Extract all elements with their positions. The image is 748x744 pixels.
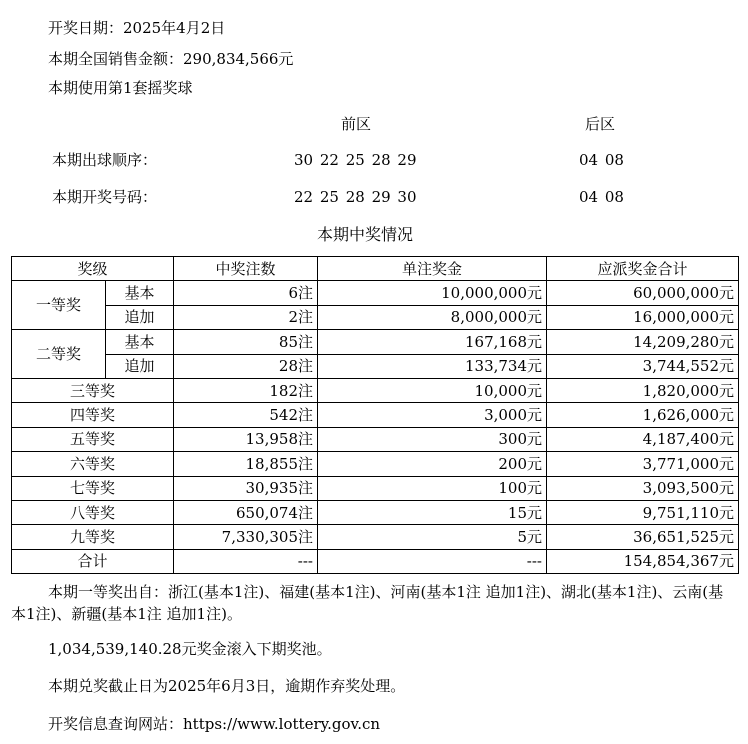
table-row <box>12 452 739 476</box>
table-row <box>12 476 739 500</box>
back-zone-header: 后区 <box>585 115 616 133</box>
winning-count: 7,330,305注 <box>174 525 318 549</box>
draw-order-back: 04 08 <box>579 151 624 169</box>
winning-numbers-front: 22 25 28 29 30 <box>294 188 417 206</box>
table-sum-row <box>12 549 739 573</box>
total-payout: 36,651,525元 <box>547 525 739 549</box>
winning-count: 28注 <box>174 354 318 378</box>
winning-count: 30,935注 <box>174 476 318 500</box>
table-row <box>12 500 739 524</box>
total-payout: 3,771,000元 <box>547 452 739 476</box>
single-prize: 100元 <box>318 476 547 500</box>
winning-count: 182注 <box>174 378 318 402</box>
winning-count: 85注 <box>174 330 318 354</box>
winning-count: 542注 <box>174 403 318 427</box>
total-payout: 9,751,110元 <box>547 500 739 524</box>
total-payout: 60,000,000元 <box>547 281 739 305</box>
prize-level: 六等奖 <box>12 452 174 476</box>
header-prize-level: 奖级 <box>12 257 174 281</box>
ball-set: 本期使用第1套摇奖球 <box>48 79 193 97</box>
draw-date: 开奖日期：2025年4月2日 <box>48 19 226 37</box>
prize-type: 基本 <box>106 281 174 305</box>
total-payout: 4,187,400元 <box>547 427 739 451</box>
prize-type: 追加 <box>106 305 174 329</box>
winning-numbers-back: 04 08 <box>579 188 624 206</box>
single-prize: 167,168元 <box>318 330 547 354</box>
winning-numbers-label: 本期开奖号码： <box>52 188 158 206</box>
winning-count: 650,074注 <box>174 500 318 524</box>
front-zone-header: 前区 <box>341 115 372 133</box>
total-payout: 3,093,500元 <box>547 476 739 500</box>
single-prize: 15元 <box>318 500 547 524</box>
draw-order-label: 本期出球顺序： <box>52 151 158 169</box>
total-payout: 1,820,000元 <box>547 378 739 402</box>
single-prize: 3,000元 <box>318 403 547 427</box>
prize-type: 追加 <box>106 354 174 378</box>
sales-amount: 本期全国销售金额：290,834,566元 <box>48 50 294 68</box>
first-prize-label: 一等奖 <box>12 281 106 330</box>
sum-prize: --- <box>318 549 547 573</box>
prize-type: 基本 <box>106 330 174 354</box>
total-payout: 14,209,280元 <box>547 330 739 354</box>
header-total-payout: 应派奖金合计 <box>547 257 739 281</box>
table-row <box>12 403 739 427</box>
table-row <box>12 378 739 402</box>
prize-level: 四等奖 <box>12 403 174 427</box>
table-row <box>12 281 739 305</box>
winning-count: 13,958注 <box>174 427 318 451</box>
table-row <box>12 354 739 378</box>
claim-deadline: 本期兑奖截止日为2025年6月3日，逾期作弃奖处理。 <box>48 677 406 695</box>
sum-label: 合计 <box>12 549 174 573</box>
winning-count: 6注 <box>174 281 318 305</box>
single-prize: 10,000,000元 <box>318 281 547 305</box>
total-payout: 16,000,000元 <box>547 305 739 329</box>
single-prize: 300元 <box>318 427 547 451</box>
total-payout: 3,744,552元 <box>547 354 739 378</box>
prize-level: 三等奖 <box>12 378 174 402</box>
table-header-row <box>12 257 739 281</box>
single-prize: 200元 <box>318 452 547 476</box>
single-prize: 8,000,000元 <box>318 305 547 329</box>
prize-level: 七等奖 <box>12 476 174 500</box>
winning-count: 2注 <box>174 305 318 329</box>
header-winning-count: 中奖注数 <box>174 257 318 281</box>
prize-table <box>11 256 739 574</box>
prize-level: 九等奖 <box>12 525 174 549</box>
total-payout: 1,626,000元 <box>547 403 739 427</box>
single-prize: 133,734元 <box>318 354 547 378</box>
sum-total: 154,854,367元 <box>547 549 739 573</box>
first-prize-locations-text: 本期一等奖出自：浙江(基本1注)、福建(基本1注)、河南(基本1注 追加1注)、湖北(基本1注)、云南(基本1注)、新疆(基本1注 追加1注)。 <box>11 583 724 623</box>
info-website: 开奖信息查询网站：https://www.lottery.gov.cn <box>48 715 381 733</box>
table-title: 本期中奖情况 <box>317 225 414 244</box>
draw-order-front: 30 22 25 28 29 <box>294 151 417 169</box>
table-row <box>12 427 739 451</box>
prize-level: 五等奖 <box>12 427 174 451</box>
header-single-prize: 单注奖金 <box>318 257 547 281</box>
single-prize: 10,000元 <box>318 378 547 402</box>
table-row <box>12 305 739 329</box>
single-prize: 5元 <box>318 525 547 549</box>
sum-count: --- <box>174 549 318 573</box>
table-row <box>12 525 739 549</box>
rollover-amount: 1,034,539,140.28元奖金滚入下期奖池。 <box>48 640 332 658</box>
table-row <box>12 330 739 354</box>
second-prize-label: 二等奖 <box>12 330 106 379</box>
first-prize-locations <box>11 581 729 625</box>
winning-count: 18,855注 <box>174 452 318 476</box>
prize-level: 八等奖 <box>12 500 174 524</box>
